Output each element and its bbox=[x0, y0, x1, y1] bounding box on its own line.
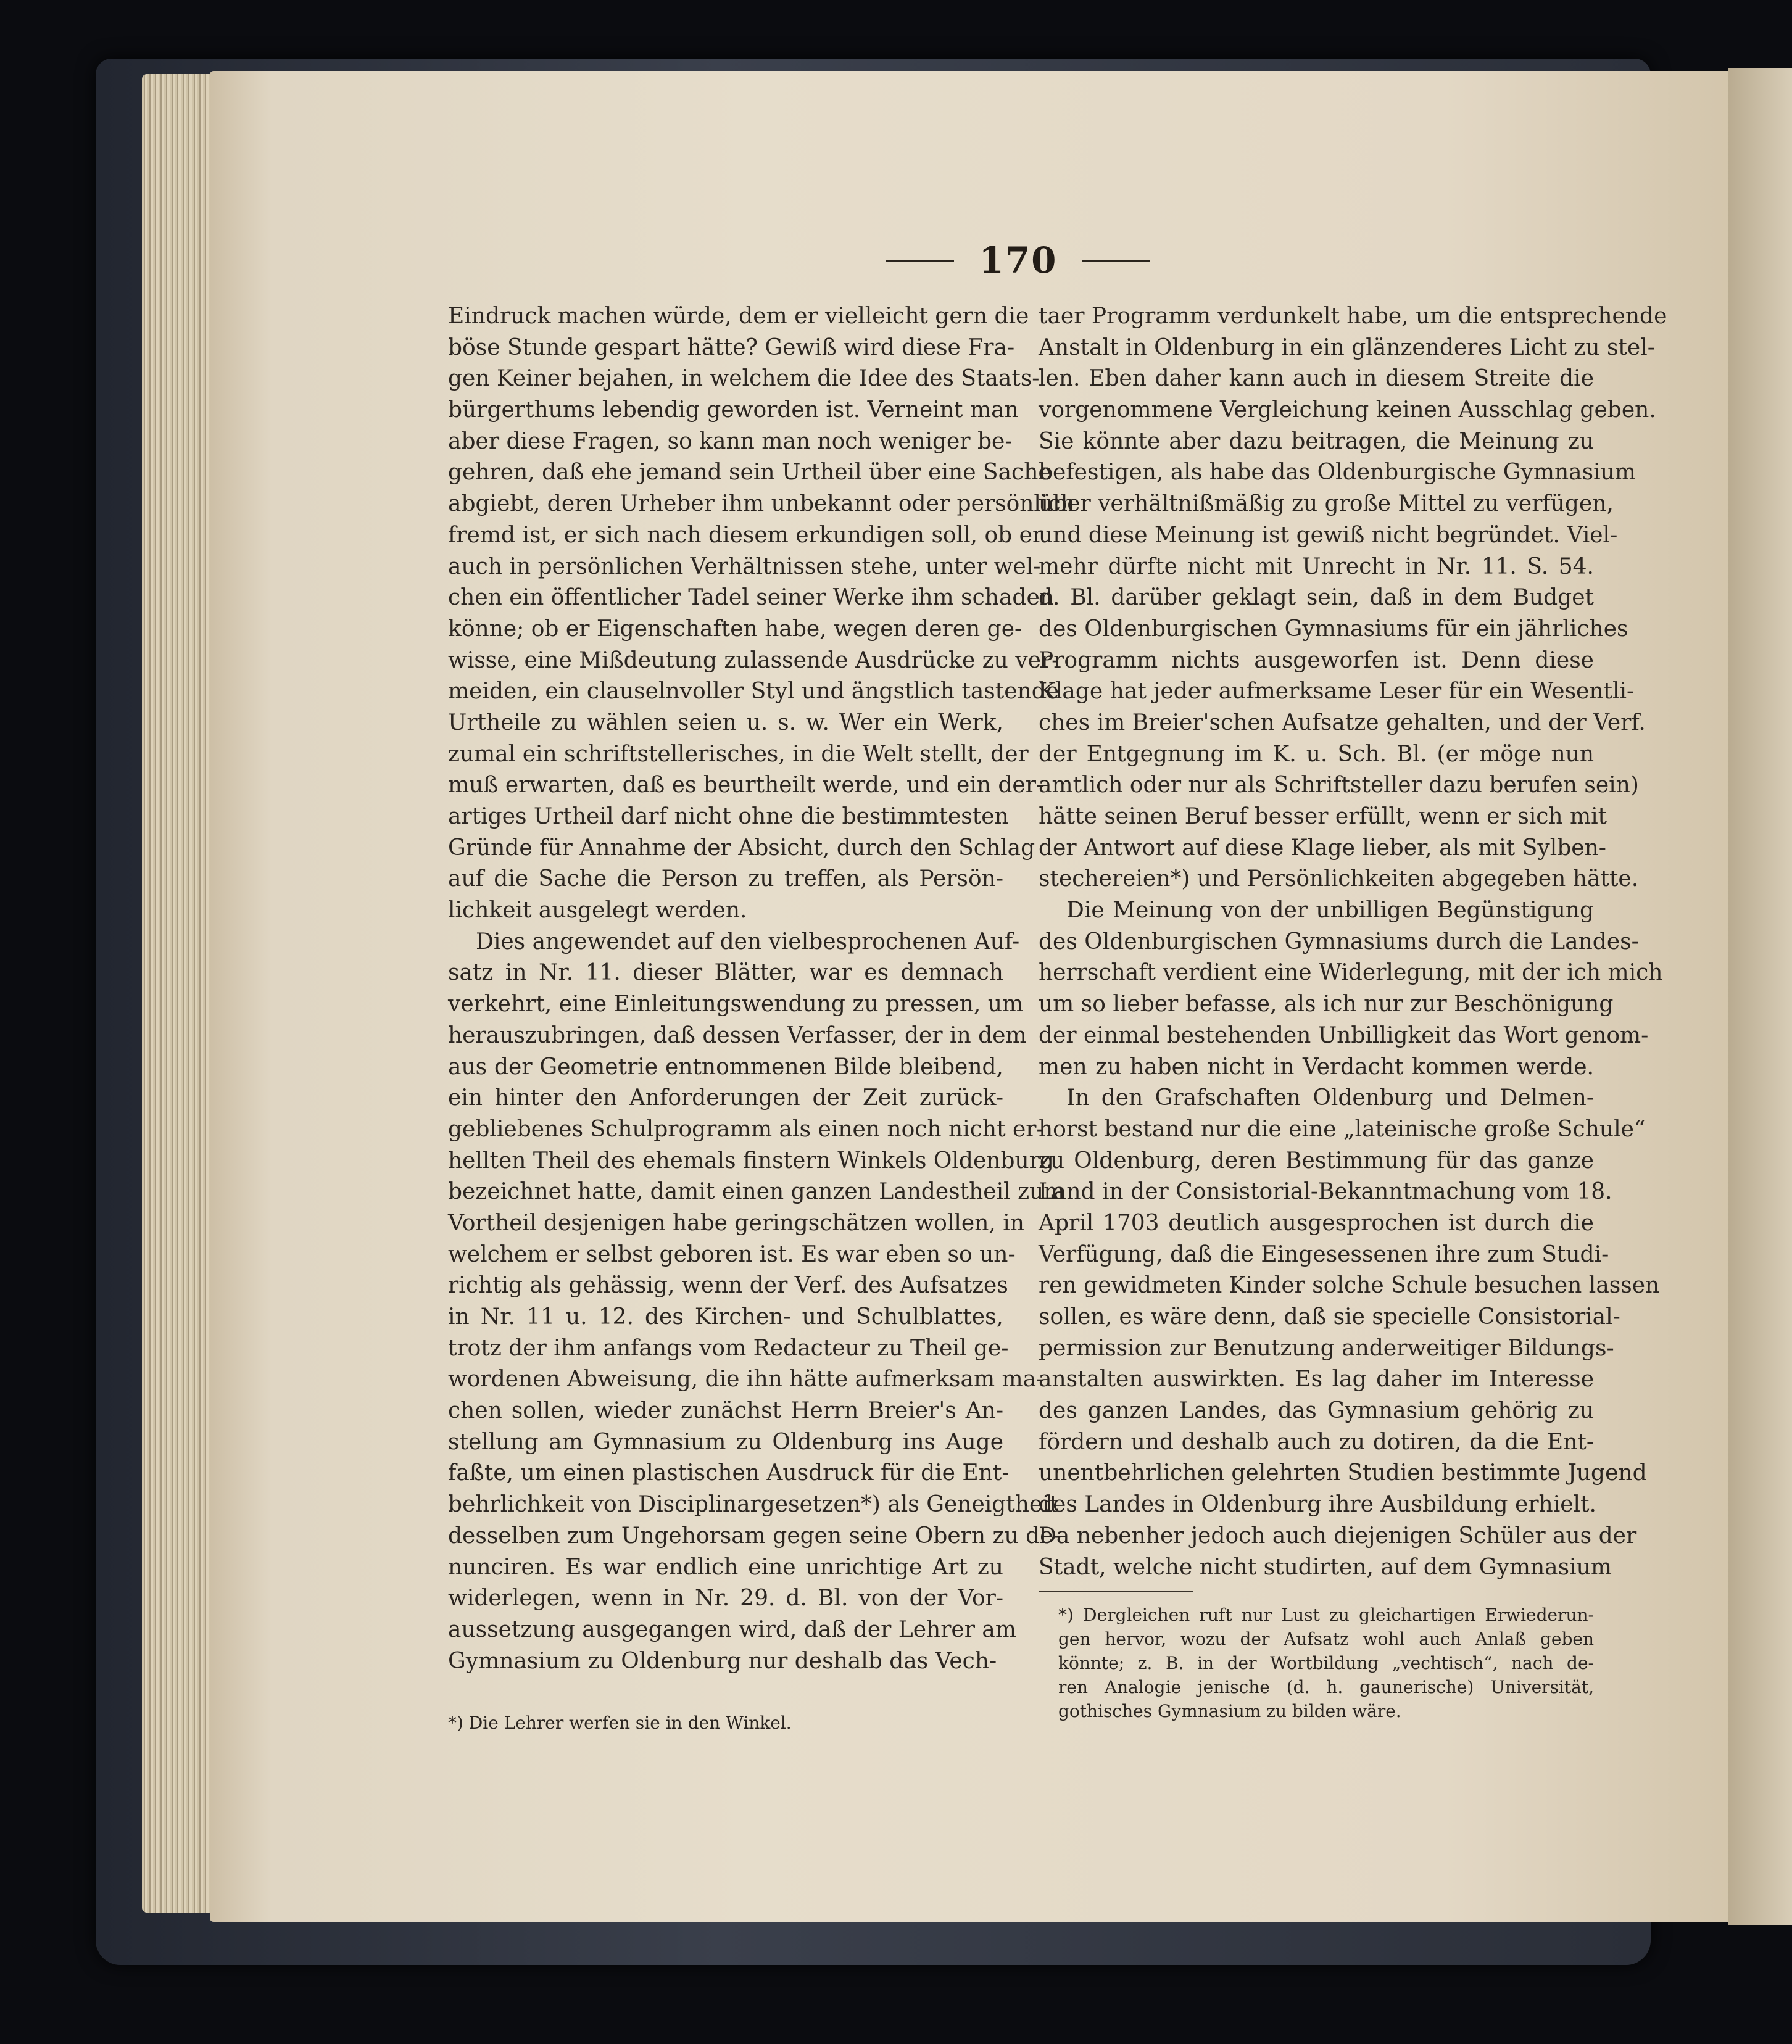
text-line: stechereien*) und Persönlichkeiten abgegeben hätte. bbox=[1039, 866, 1639, 892]
right-footnote bbox=[1058, 1603, 1594, 1723]
text-line: in Nr. 11 u. 12. des Kirchen- und Schulblattes, bbox=[448, 1304, 1003, 1330]
text-line: ein hinter den Anforderungen der Zeit zurück- bbox=[448, 1085, 1003, 1111]
facing-page-edge bbox=[1728, 68, 1792, 1925]
text-line: um so lieber befasse, als ich nur zur Beschönigung bbox=[1039, 991, 1614, 1017]
text-line: nunciren. Es war endlich eine unrichtige Art zu bbox=[448, 1554, 1003, 1580]
text-line: welchem er selbst geboren ist. Es war eben so un- bbox=[448, 1241, 1016, 1267]
text-line: ren gewidmeten Kinder solche Schule besuchen lassen bbox=[1039, 1273, 1660, 1299]
text-line: wordenen Abweisung, die ihn hätte aufmerksam ma- bbox=[448, 1367, 1044, 1392]
text-line: amtlich oder nur als Schriftsteller dazu berufen sein) bbox=[1039, 772, 1639, 798]
text-line: Gründe für Annahme der Absicht, durch den Schlag bbox=[448, 835, 1035, 861]
text-line: Die Meinung von der unbilligen Begünstigung bbox=[1066, 898, 1594, 924]
text-line: Klage hat jeder aufmerksame Leser für ein Wesentli- bbox=[1039, 679, 1635, 705]
text-line: Dies angewendet auf den vielbesprochenen Auf- bbox=[476, 929, 1020, 954]
text-line: fremd ist, er sich nach diesem erkundigen soll, ob er bbox=[448, 522, 1043, 548]
text-line: Urtheile zu wählen seien u. s. w. Wer ein Werk, bbox=[448, 710, 1003, 735]
text-line: der Entgegnung im K. u. Sch. Bl. (er möge nun bbox=[1039, 741, 1594, 767]
text-line: Anstalt in Oldenburg in ein glänzenderes Licht zu stel- bbox=[1039, 334, 1655, 360]
text-line: gen Keiner bejahen, in welchem die Idee des Staats- bbox=[448, 366, 1040, 392]
text-line: der Antwort auf diese Klage lieber, als mit Sylben- bbox=[1039, 835, 1606, 861]
text-line: Vortheil desjenigen habe geringschätzen wollen, in bbox=[448, 1210, 1024, 1236]
text-line: anstalten auswirkten. Es lag daher im Interesse bbox=[1039, 1367, 1594, 1392]
text-line: auch in persönlichen Verhältnissen stehe, unter wel- bbox=[448, 553, 1041, 579]
text-line: lichkeit ausgelegt werden. bbox=[448, 898, 747, 924]
text-line: des Landes in Oldenburg ihre Ausbildung erhielt. bbox=[1039, 1492, 1596, 1518]
text-line: über verhältnißmäßig zu große Mittel zu verfügen, bbox=[1039, 491, 1614, 517]
text-line: herauszubringen, daß dessen Verfasser, der in dem bbox=[448, 1022, 1027, 1048]
text-line: Stadt, welche nicht studirten, auf dem Gymnasium bbox=[1039, 1554, 1612, 1580]
header-rule-left bbox=[886, 260, 954, 262]
text-line: verkehrt, eine Einleitungswendung zu pressen, um bbox=[448, 991, 1024, 1017]
text-line: gen hervor, wozu der Aufsatz wohl auch Anlaß geben bbox=[1058, 1629, 1594, 1649]
left-column bbox=[448, 301, 1075, 1677]
text-line: desselben zum Ungehorsam gegen seine Obern zu de- bbox=[448, 1523, 1061, 1549]
text-line: Verfügung, daß die Eingesessenen ihre zum Studi- bbox=[1039, 1241, 1609, 1267]
text-line: *) Dergleichen ruft nur Lust zu gleichartigen Erwiederun- bbox=[1058, 1605, 1594, 1625]
text-line: ches im Breier'schen Aufsatze gehalten, und der Verf. bbox=[1039, 710, 1646, 735]
text-line: zu Oldenburg, deren Bestimmung für das ganze bbox=[1039, 1148, 1594, 1173]
text-line: ren Analogie jenische (d. h. gaunerische) Universität, bbox=[1058, 1677, 1594, 1697]
left-footnote bbox=[448, 1711, 1003, 1735]
text-line: In den Grafschaften Oldenburg und Delmen- bbox=[1066, 1085, 1594, 1111]
text-line: behrlichkeit von Disciplinargesetzen*) als Geneigtheit bbox=[448, 1492, 1059, 1518]
text-line: len. Eben daher kann auch in diesem Streite die bbox=[1039, 366, 1594, 392]
text-line: unentbehrlichen gelehrten Studien bestimmte Jugend bbox=[1039, 1460, 1647, 1486]
text-line: Land in der Consistorial-Bekanntmachung vom 18. bbox=[1039, 1179, 1612, 1205]
text-line: mehr dürfte nicht mit Unrecht in Nr. 11. S. 54. bbox=[1039, 553, 1594, 579]
text-line: richtig als gehässig, wenn der Verf. des Aufsatzes bbox=[448, 1273, 1008, 1299]
text-line: gebliebenes Schulprogramm als einen noch nicht er- bbox=[448, 1116, 1044, 1142]
text-line: sollen, es wäre denn, daß sie specielle Consistorial- bbox=[1039, 1304, 1620, 1330]
text-line: Gymnasium zu Oldenburg nur deshalb das Vech- bbox=[448, 1648, 997, 1674]
footnote-rule-right bbox=[1039, 1591, 1193, 1592]
text-line: taer Programm verdunkelt habe, um die entsprechende bbox=[1039, 304, 1667, 329]
text-line: Eindruck machen würde, dem er vielleicht gern die bbox=[448, 304, 1029, 329]
text-line: wisse, eine Mißdeutung zulassende Ausdrücke zu ver- bbox=[448, 647, 1060, 673]
text-line: widerlegen, wenn in Nr. 29. d. Bl. von der Vor- bbox=[448, 1586, 1003, 1612]
text-line: aussetzung ausgegangen wird, daß der Lehrer am bbox=[448, 1616, 1016, 1642]
text-line: könnte; z. B. in der Wortbildung „vechtisch“, nach de- bbox=[1058, 1653, 1594, 1673]
text-line: vorgenommene Vergleichung keinen Ausschlag geben. bbox=[1039, 397, 1656, 423]
page-header bbox=[858, 239, 1179, 281]
text-line: gothisches Gymnasium zu bilden wäre. bbox=[1058, 1701, 1401, 1721]
text-line: Da nebenher jedoch auch diejenigen Schüler aus der bbox=[1039, 1523, 1637, 1549]
text-line: hätte seinen Beruf besser erfüllt, wenn er sich mit bbox=[1039, 804, 1607, 829]
text-line: der einmal bestehenden Unbilligkeit das Wort genom- bbox=[1039, 1022, 1649, 1048]
text-line: chen sollen, wieder zunächst Herrn Breier's An- bbox=[448, 1398, 1003, 1424]
text-line: hellten Theil des ehemals finstern Winkels Oldenburg bbox=[448, 1148, 1054, 1173]
text-line: gehren, daß ehe jemand sein Urtheil über eine Sache bbox=[448, 460, 1052, 486]
right-column bbox=[1039, 301, 1667, 1583]
text-line: des Oldenburgischen Gymnasiums für ein jährliches bbox=[1039, 616, 1628, 642]
text-line: meiden, ein clauselnvoller Styl und ängstlich tastende bbox=[448, 679, 1060, 705]
text-line: aus der Geometrie entnommenen Bilde bleibend, bbox=[448, 1054, 1003, 1080]
text-line: permission zur Benutzung anderweitiger Bildungs- bbox=[1039, 1335, 1614, 1361]
text-line: trotz der ihm anfangs vom Redacteur zu Theil ge- bbox=[448, 1335, 1009, 1361]
text-line: des ganzen Landes, das Gymnasium gehörig zu bbox=[1039, 1398, 1594, 1424]
footnote-line: *) Die Lehrer werfen sie in den Winkel. bbox=[448, 1713, 792, 1733]
text-line: und diese Meinung ist gewiß nicht begründet. Viel- bbox=[1039, 522, 1618, 548]
text-line: böse Stunde gespart hätte? Gewiß wird diese Fra- bbox=[448, 334, 1015, 360]
text-line: artiges Urtheil darf nicht ohne die bestimmtesten bbox=[448, 804, 1009, 829]
text-line: satz in Nr. 11. dieser Blätter, war es demnach bbox=[448, 960, 1003, 986]
text-line: d. Bl. darüber geklagt sein, daß in dem Budget bbox=[1039, 585, 1594, 611]
text-line: faßte, um einen plastischen Ausdruck für die Ent- bbox=[448, 1460, 1010, 1486]
text-line: könne; ob er Eigenschaften habe, wegen deren ge- bbox=[448, 616, 1023, 642]
page-number: 170 bbox=[979, 239, 1058, 281]
text-line: Sie könnte aber dazu beitragen, die Meinung zu bbox=[1039, 428, 1594, 454]
text-line: April 1703 deutlich ausgesprochen ist durch die bbox=[1039, 1210, 1594, 1236]
text-line: abgiebt, deren Urheber ihm unbekannt oder persönlich bbox=[448, 491, 1075, 517]
text-line: befestigen, als habe das Oldenburgische Gymnasium bbox=[1039, 460, 1636, 486]
text-line: auf die Sache die Person zu treffen, als Persön- bbox=[448, 866, 1003, 892]
text-line: Programm nichts ausgeworfen ist. Denn diese bbox=[1039, 647, 1594, 673]
text-line: chen ein öffentlicher Tadel seiner Werke ihm schaden bbox=[448, 585, 1054, 611]
text-line: horst bestand nur die eine „lateinische große Schule“ bbox=[1039, 1116, 1646, 1142]
text-line: des Oldenburgischen Gymnasiums durch die Landes- bbox=[1039, 929, 1639, 954]
text-line: aber diese Fragen, so kann man noch weniger be- bbox=[448, 428, 1013, 454]
header-rule-right bbox=[1082, 260, 1150, 262]
text-line: muß erwarten, daß es beurtheilt werde, und ein der- bbox=[448, 772, 1044, 798]
text-line: stellung am Gymnasium zu Oldenburg ins Auge bbox=[448, 1429, 1003, 1455]
text-line: fördern und deshalb auch zu dotiren, da die Ent- bbox=[1039, 1429, 1594, 1455]
text-line: men zu haben nicht in Verdacht kommen werde. bbox=[1039, 1054, 1594, 1080]
text-line: zumal ein schriftstellerisches, in die Welt stellt, der bbox=[448, 741, 1029, 767]
text-line: bezeichnet hatte, damit einen ganzen Landestheil zum bbox=[448, 1179, 1065, 1205]
text-line: herrschaft verdient eine Widerlegung, mit der ich mich bbox=[1039, 960, 1663, 986]
text-line: bürgerthums lebendig geworden ist. Verneint man bbox=[448, 397, 1019, 423]
